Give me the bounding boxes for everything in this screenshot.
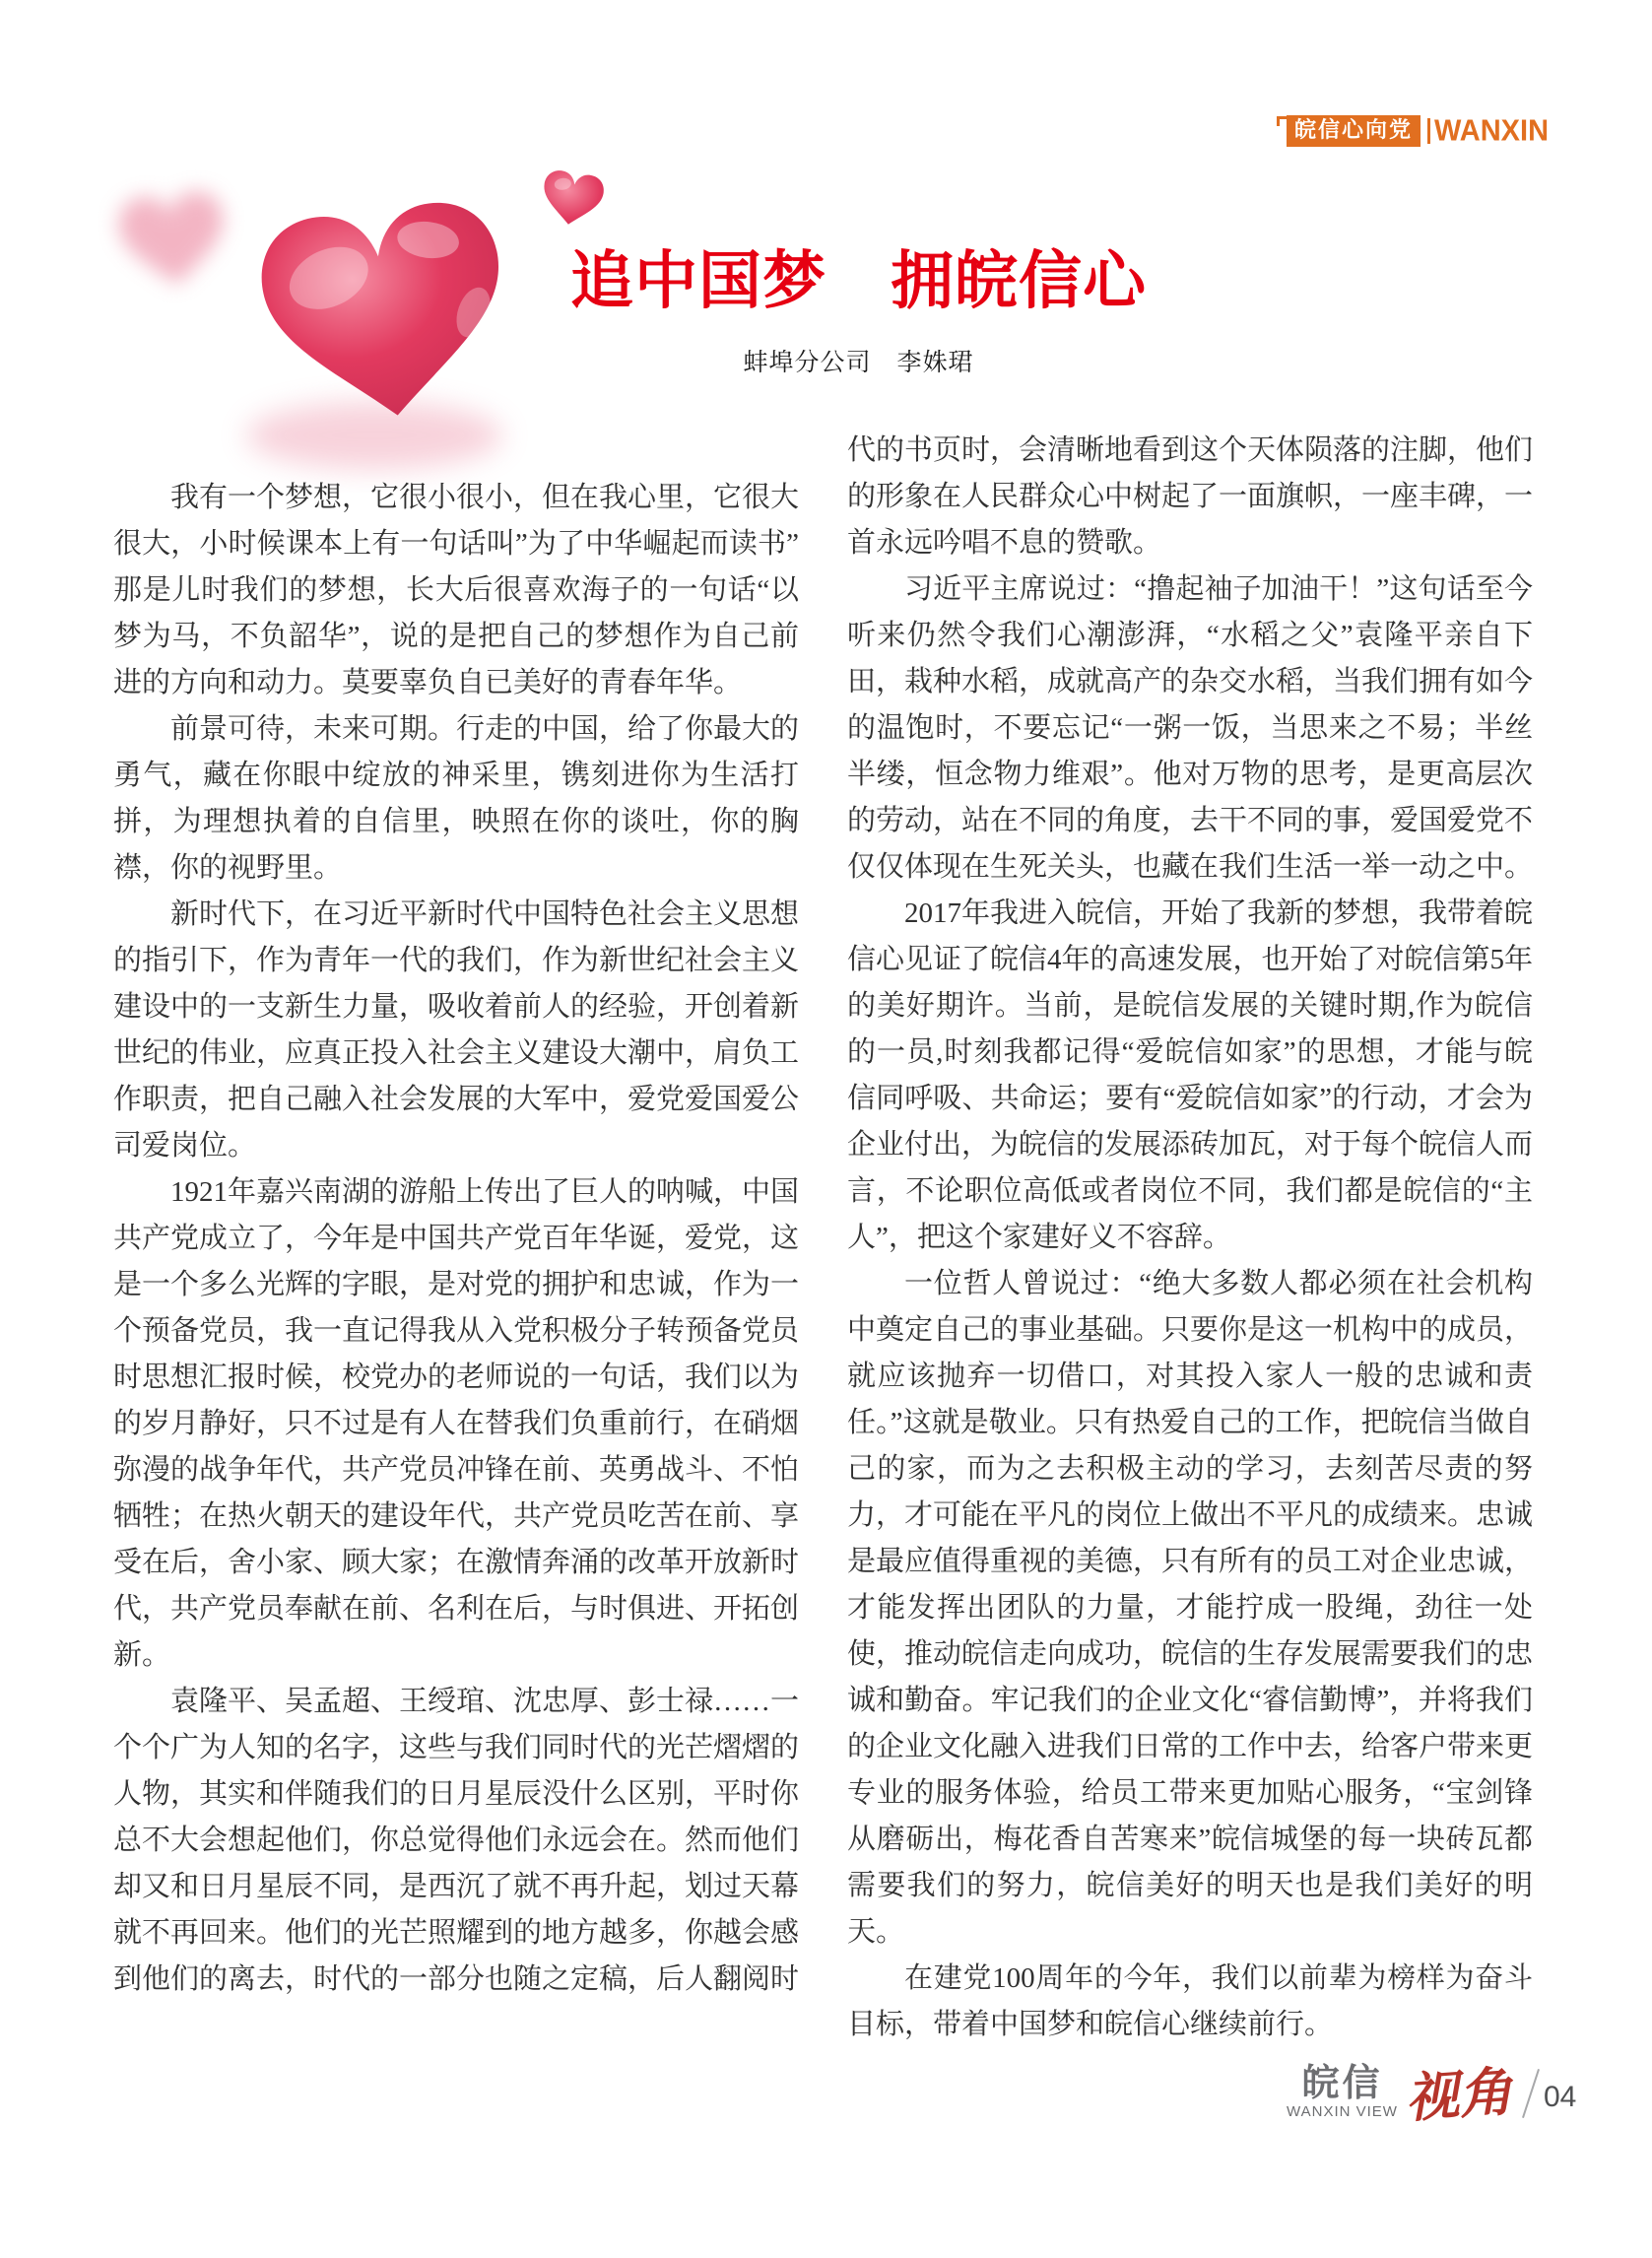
section-badge <box>1277 115 1549 147</box>
article-paragraph: 代的书页时，会清晰地看到这个天体陨落的注脚，他们的形象在人民群众心中树起了一面旗帜，一座丰碑，一首永远吟唱不息的赞歌。 <box>847 434 1534 559</box>
footer-slash-divider <box>1522 2069 1540 2118</box>
article-paragraph: 袁隆平、吴孟超、王绶琯、沈忠厚、彭士禄……一个个广为人知的名字，这些与我们同时代的光芒熠熠的人物，其实和伴随我们的日月星辰没什么区别，平时你总不大会想起他们，你总觉得他们永远会在。然而他们却又和日月星辰不同，是西沉了就不再升起，划过天幕就不再回来。他们的光芒照耀到的地方越多，你越会感到他们的离去，时代的一部分也随之定稿，后人翻阅时 <box>113 1686 800 1995</box>
article-paragraph: 前景可待，未来可期。行走的中国，给了你最大的勇气，藏在你眼中绽放的神采里，镌刻进你为生活打拼，为理想执着的自信里，映照在你的谈吐，你的胸襟，你的视野里。 <box>113 713 800 884</box>
brand-wordmark: WANXIN <box>1434 113 1550 148</box>
page-number: 04 <box>1543 2081 1577 2113</box>
footer <box>1287 2059 1577 2131</box>
heart-shadow <box>246 402 502 469</box>
article-paragraph: 我有一个梦想，它很小很小，但在我心里，它很大很大，小时候课本上有一句话叫”为了中华崛起而读书”那是儿时我们的梦想，长大后很喜欢海子的一句话“以梦为马，不负韶华”，说的是把自己的梦想作为自己前进的方向和动力。莫要辜负自已美好的青春年华。 <box>113 482 800 698</box>
badge-fold-icon <box>1277 116 1287 126</box>
section-badge-label: 皖信心向党 <box>1287 115 1421 146</box>
byline-block <box>65 343 1652 378</box>
article-paragraph: 在建党100周年的今年，我们以前辈为榜样为奋斗目标，带着中国梦和皖信心继续前行。 <box>847 1962 1533 2040</box>
article-title: 追中国梦 拥皖信心 <box>570 246 1147 316</box>
article-paragraph: 1921年嘉兴南湖的游船上传出了巨人的呐喊，中国共产党成立了，今年是中国共产党百年华诞，爱党，这是一个多么光辉的字眼，是对党的拥护和忠诚，作为一个预备党员，我一直记得我从入党积极分子转预备党员时思想汇报时候，校党办的老师说的一句话，我们以为的岁月静好，只不过是有人在替我们负重前行，在硝烟弥漫的战争年代，共产党员冲锋在前、英勇战斗、不怕牺牲；在热火朝天的建设年代，共产党员吃苦在前、享受在后，舍小家、顾大家；在激情奔涌的改革开放新时代，共产党员奉献在前、名利在后，与时俱进、开拓创新。 <box>113 1176 800 1671</box>
small-heart <box>539 168 606 230</box>
article-paragraph: 习近平主席说过：“撸起袖子加油干！”这句话至今听来仍然令我们心潮澎湃，“水稻之父”袁隆平亲自下田，栽种水稻，成就高产的杂交水稻，当我们拥有如今的温饱时，不要忘记“一粥一饭，当思来之不易；半丝半缕，恒念物力维艰”。他对万物的思考，是更高层次的劳动，站在不同的角度，去干不同的事，爱国爱党不仅仅体现在生死关头，也藏在我们生活一举一动之中。 <box>847 573 1534 883</box>
article-paragraph: 新时代下，在习近平新时代中国特色社会主义思想的指引下，作为青年一代的我们，作为新世纪社会主义建设中的一支新生力量，吸收着前人的经验，开创着新世纪的伟业，应真正投入社会主义建设大潮中，肩负工作职责，把自己融入社会发展的大军中，爱党爱国爱公司爱岗位。 <box>113 898 800 1162</box>
badge-separator <box>1427 118 1430 144</box>
article-column-right <box>847 428 1533 2048</box>
byline: 蚌埠分公司 李姝珺 <box>743 350 974 376</box>
title-block <box>65 231 1652 321</box>
article-paragraph: 2017年我进入皖信，开始了我新的梦想，我带着皖信心见证了皖信4年的高速发展，也开始了对皖信第5年的美好期许。当前，是皖信发展的关键时期,作为皖信的一员,时刻我都记得“爱皖信如家”的思想，才能与皖信同呼吸、共命运；要有“爱皖信如家”的行动，才会为企业付出，为皖信的发展添砖加瓦，对于每个皖信人而言，不论职位高低或者岗位不同，我们都是皖信的“主人”，把这个家建好义不容辞。 <box>847 897 1534 1253</box>
article-paragraph: 一位哲人曾说过：“绝大多数人都必须在社会机构中奠定自己的事业基础。只要你是这一机构中的成员，就应该抛弃一切借口，对其投入家人一般的忠诚和责任。”这就是敬业。只有热爱自己的工作，把皖信当做自己的家，而为之去积极主动的学习，去刻苦尽责的努力，才可能在平凡的岗位上做出不平凡的成绩来。忠诚是最应值得重视的美德，只有所有的员工对企业忠诚，才能发挥出团队的力量，才能拧成一股绳，劲往一处使，推动皖信走向成功，皖信的生存发展需要我们的忠诚和勤奋。牢记我们的企业文化“睿信勤博”，并将我们的企业文化融入进我们日常的工作中去，给客户带来更专业的服务体验，给员工带来更加贴心服务，“宝剑锋从磨砺出，梅花香自苦寒来”皖信城堡的每一块砖瓦都需要我们的努力，皖信美好的明天也是我们美好的明天。 <box>847 1268 1534 1948</box>
footer-logo-cn: 皖信 <box>1301 2063 1383 2104</box>
footer-logo-subtitle: WANXIN VIEW <box>1287 2103 1398 2120</box>
article-column-left <box>113 475 799 2003</box>
footer-logo-block <box>1287 2065 1398 2119</box>
footer-logo-script: 视角 <box>1403 2059 1515 2131</box>
